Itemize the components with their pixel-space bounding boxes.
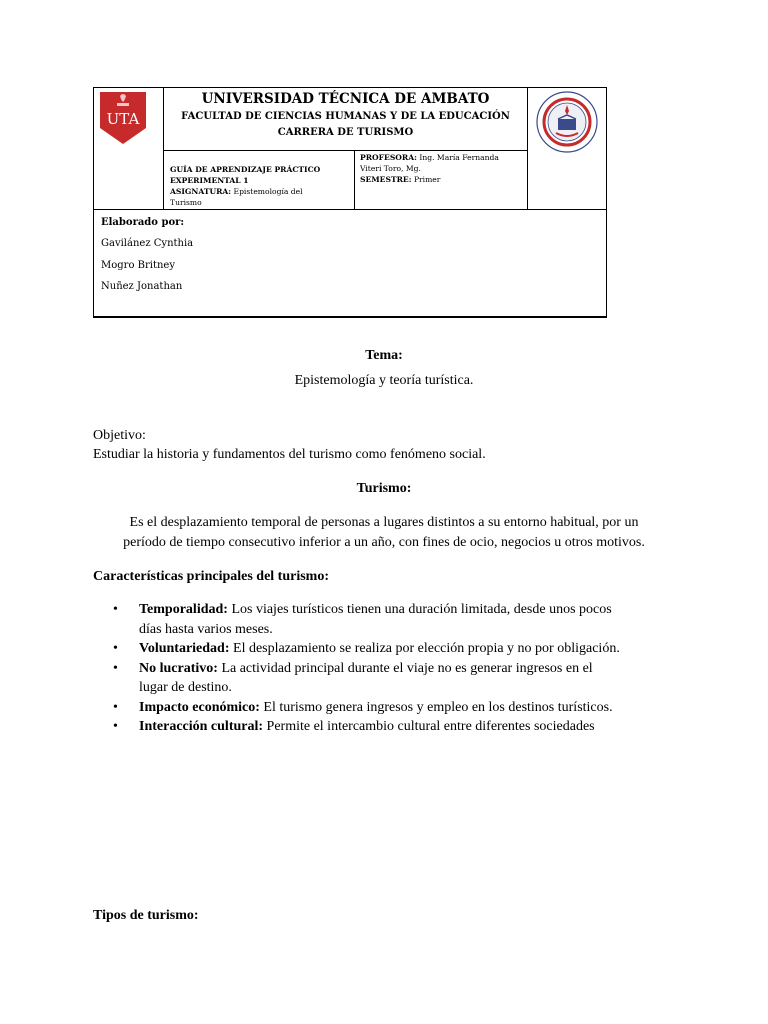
guide-line-1: GUÍA DE APRENDIZAJE PRÁCTICO — [170, 165, 321, 174]
feature-desc: Permite el intercambio cultural entre diferentes sociedades — [263, 719, 595, 734]
faculty-title: FACULTAD DE CIENCIAS HUMANAS Y DE LA EDUCACIÓN — [181, 111, 510, 122]
feature-term: Temporalidad: — [139, 602, 228, 617]
turismo-definition-line-2: período de tiempo consecutivo inferior a un año, con fines de ocio, negocios u otros motivos. — [123, 535, 645, 550]
turismo-definition-line-1: Es el desplazamiento temporal de personas a lugares distintos a su entorno habitual, por un — [129, 515, 639, 530]
feature-term: Voluntariedad: — [139, 641, 230, 656]
professor-cell — [355, 151, 527, 209]
feature-desc: El desplazamiento se realiza por elección propia y no por obligación. — [229, 641, 620, 656]
subject-value-2: Turismo — [170, 198, 202, 207]
subject-label: ASIGNATURA: — [170, 187, 232, 196]
feature-desc: La actividad principal durante el viaje no es generar ingresos en el — [217, 660, 593, 676]
semester-label: SEMESTRE: — [360, 175, 412, 184]
objetivo-label: Objetivo: — [93, 428, 146, 443]
tema-value: Epistemología y teoría turística. — [294, 373, 474, 388]
feature-term: Interacción cultural: — [139, 719, 264, 734]
author-name: Nuñez Jonathan — [101, 281, 183, 292]
feature-desc: Los viajes turísticos tienen una duración limitada, desde unos pocos — [227, 602, 612, 617]
feature-desc-cont: días hasta varios meses. — [139, 621, 273, 637]
list-item — [93, 600, 693, 639]
list-item — [93, 698, 693, 718]
professor-label: PROFESORA: — [360, 153, 417, 162]
turismo-heading: Turismo: — [356, 481, 412, 496]
title-cell — [164, 88, 527, 151]
guide-cell — [164, 151, 355, 209]
professor-value-2: Viteri Toro, Mg. — [360, 164, 421, 173]
author-name: Gavilánez Cynthia — [101, 238, 194, 249]
university-title: UNIVERSIDAD TÉCNICA DE AMBATO — [201, 91, 490, 107]
tema-label: Tema: — [365, 348, 403, 363]
career-title: CARRERA DE TURISMO — [277, 127, 414, 138]
uta-logo — [100, 92, 146, 144]
bullet-icon: • — [113, 660, 118, 676]
semester-value: Primer — [413, 175, 441, 184]
list-item — [93, 659, 693, 698]
author-name: Mogro Britney — [101, 259, 175, 271]
objetivo-value: Estudiar la historia y fundamentos del turismo como fenómeno social. — [93, 447, 486, 462]
uta-logo-text: UTA — [106, 110, 140, 128]
uta-logo-cell — [94, 88, 164, 209]
bullet-icon: • — [113, 641, 118, 656]
feature-desc-cont: lugar de destino. — [139, 680, 232, 695]
types-heading: Tipos de turismo: — [93, 908, 199, 923]
authors-label: Elaborado por: — [101, 217, 185, 228]
feature-term: Impacto económico: — [139, 699, 260, 715]
features-heading: Características principales del turismo: — [93, 569, 330, 584]
authors-block — [101, 217, 193, 303]
header-table — [93, 87, 607, 318]
faculty-seal-cell — [527, 88, 607, 209]
feature-desc: El turismo genera ingresos y empleo en los destinos turísticos. — [259, 699, 613, 715]
faculty-seal-icon — [536, 91, 598, 153]
features-list — [93, 600, 693, 737]
subject-value-1: Epistemología del — [233, 187, 303, 196]
professor-value-1: Ing. María Fernanda — [419, 153, 499, 162]
row-divider — [94, 209, 606, 210]
bullet-icon: • — [113, 602, 118, 617]
guide-line-2: EXPERIMENTAL 1 — [170, 176, 249, 185]
feature-term: No lucrativo: — [139, 660, 218, 676]
bullet-icon: • — [113, 699, 118, 715]
bullet-icon: • — [113, 719, 118, 734]
list-item — [93, 639, 693, 659]
list-item — [93, 717, 693, 737]
